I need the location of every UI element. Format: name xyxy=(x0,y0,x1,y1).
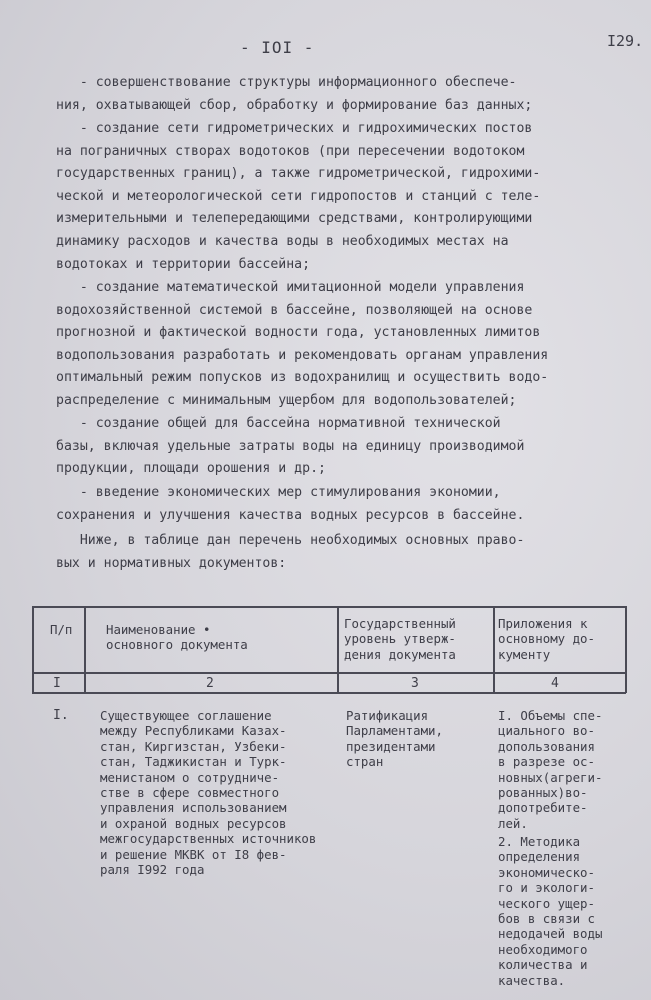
paragraph-information-support: - совершенствование структуры информационного обеспече- ния, охватывающей сбор, обработку и формирование баз данных; xyxy=(56,75,533,113)
table-column-number: 2 xyxy=(206,676,214,691)
table-column-divider-2 xyxy=(337,606,339,693)
table-top-border xyxy=(32,606,626,608)
table-column-number: 3 xyxy=(411,676,419,691)
table-header-number: П/п xyxy=(50,622,73,637)
row-attachment-2: 2. Методика определения экономическо- го и экологи- ческого ущер- бов в связи с недодачей воды необходимого количества и качества. xyxy=(498,834,603,988)
row-approval-level: Ратификация Парламентами, президентами стран xyxy=(346,708,443,770)
table-header-approval-level: Государственный уровень утверж- дения документа xyxy=(344,616,456,662)
row-number: I. xyxy=(53,708,69,723)
paragraph-economic-measures: - введение экономических мер стимулирования экономии, сохранения и улучшения качества водных ресурсов в бассейне. xyxy=(56,485,525,523)
table-column-divider-1 xyxy=(84,606,86,693)
sheet-number: I29. xyxy=(607,32,644,50)
paragraph-simulation-model: - создание математической имитационной модели управления водохозяйственной системой в бассейне, позволяющей на основе прогнозной и фактической водности года, установленных лимитов водопользования разработать и рекомендовать органам управления оптимальный режим попусков из водохранилищ и осуществить водо- распределение с минимальным ущербом для водопользователей; xyxy=(56,280,549,408)
table-numbering-divider xyxy=(32,692,626,694)
table-header-divider xyxy=(32,672,626,674)
table-right-border xyxy=(625,606,627,693)
paragraph-table-intro: Ниже, в таблице дан перечень необходимых основных право- вых и нормативных документов: xyxy=(56,533,525,571)
paragraph-normative-base: - создание общей для бассейна нормативной технической базы, включая удельные затраты воды на единицу производимой продукции, площади орошения и др.; xyxy=(56,416,525,477)
table-column-number: I xyxy=(53,676,61,691)
page-number: - IOI - xyxy=(240,38,315,57)
table-left-border xyxy=(32,606,34,693)
table-column-divider-3 xyxy=(493,606,495,693)
table-header-document-name: Наименование • основного документа xyxy=(106,622,248,653)
row-document-name: Существующее соглашение между Республиками Казах- стан, Киргизстан, Узбеки- стан, Таджикистан и Турк- менистаном о сотрудниче- стве в сфере совместного управления использованием и охраной водных ресурсов межгосударственных источников и решение МКВК от I8 фев- раля I992 года xyxy=(100,708,317,878)
table-column-number: 4 xyxy=(551,676,559,691)
row-attachment-1: I. Объемы спе- циального во- допользования в разрезе ос- новных(агреги- рованных)во- допотребите- лей. xyxy=(498,708,603,831)
paragraph-monitoring-network: - создание сети гидрометрических и гидрохимических постов на пограничных створах водотоков (при пересечении водотоком государственных границ), а также гидрометрической, гидрохими- ческой и метеорологической сети гидропостов и станций с теле- измерительными и телепередающими средствами, контролирующими динамику расходов и качества воды в необходимых местах на водотоках и территории бассейна; xyxy=(56,121,541,272)
table-header-attachments: Приложения к основному до- кументу xyxy=(498,616,595,662)
